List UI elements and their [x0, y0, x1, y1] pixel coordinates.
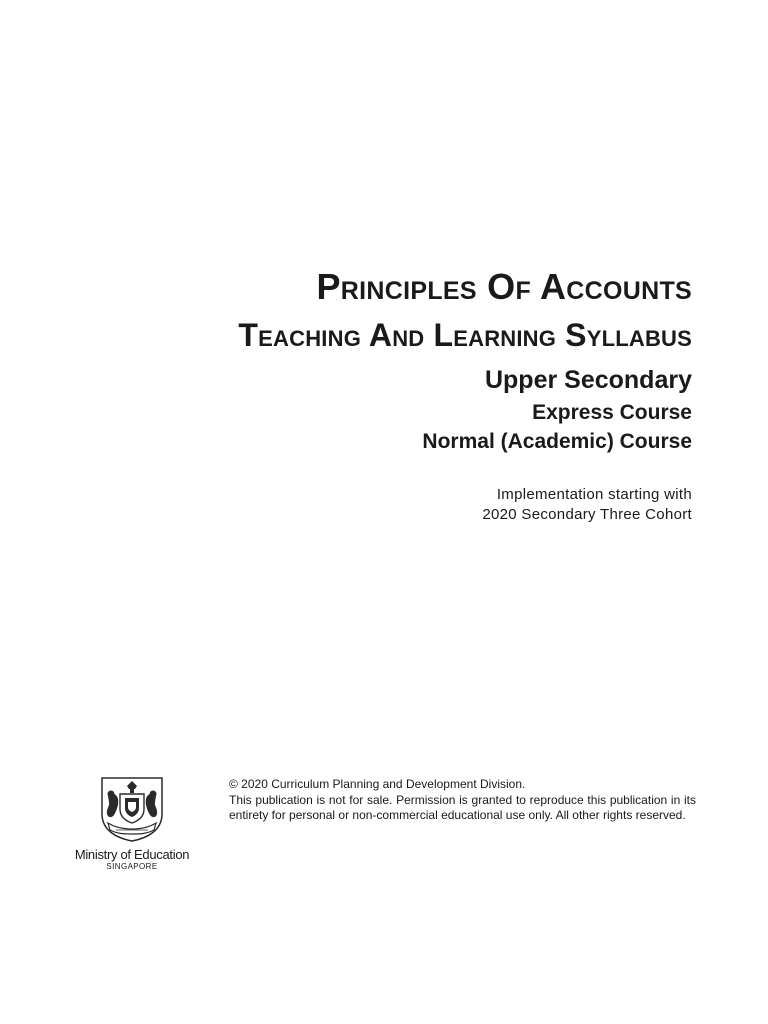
implementation-line-2: 2020 Secondary Three Cohort [482, 506, 692, 523]
implementation-line-1: Implementation starting with [496, 486, 692, 503]
title-block [52, 262, 692, 525]
document-subtitle: Teaching And Learning Syllabus [238, 317, 692, 353]
ministry-logo [70, 776, 194, 872]
document-title: Principles Of Accounts [316, 266, 692, 307]
ministry-name: Ministry of Education [74, 847, 190, 862]
copyright-notice: This publication is not for sale. Permission is granted to reproduce this publication in its entirety for personal or non-commercial educational use only. All other rights reserved. [229, 792, 696, 822]
moe-crest-icon [100, 776, 164, 842]
implementation-note [52, 485, 692, 525]
copyright-block [229, 777, 696, 824]
ministry-country: SINGAPORE [106, 862, 158, 871]
course-express: Express Course [532, 401, 692, 424]
copyright-line: © 2020 Curriculum Planning and Development Division. [229, 777, 526, 791]
course-normal-academic: Normal (Academic) Course [422, 430, 692, 453]
level-heading: Upper Secondary [484, 366, 692, 394]
